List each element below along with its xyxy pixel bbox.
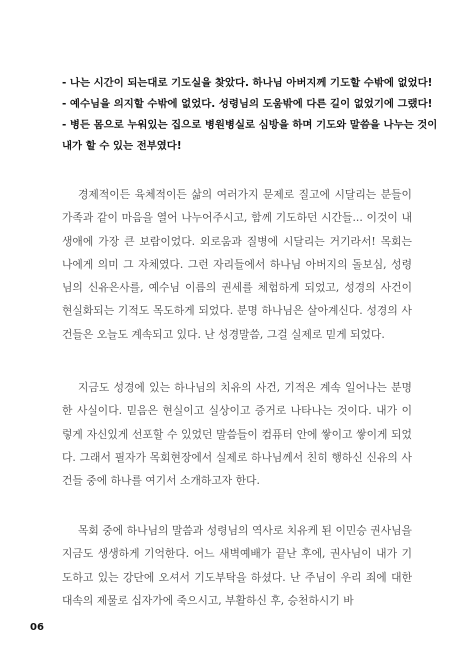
bullet-list [62, 73, 438, 157]
page-number: 06 [30, 622, 44, 633]
bullet-line: 내가 할 수 있는 전부였다! [62, 140, 182, 152]
bullet-line: - 병든 몸으로 누워있는 집으로 병원병실로 심방을 하며 기도와 말씀을 나누는 것이 [62, 119, 438, 131]
body-paragraph: 목회 중에 하나님의 말씀과 성령님의 역사로 치유케 된 이민승 권사님을 지금도 생생하게 기억한다. 어느 새벽예배가 끝난 후에, 권사님이 내가 기도하고 있는 강단에 오셔서 기도부탁을 하셨다. 난 주님이 우리 죄에 대한 대속의 제물로 십자가에 죽으시고, 부활하신 후, 승천하시기 바 [62, 524, 412, 607]
bullet-line: - 예수님을 의지할 수밖에 없었다. 성령님의 도움밖에 다른 길이 없었기에 그랬다! [62, 98, 433, 110]
body-paragraph: 지금도 성경에 있는 하나님의 치유의 사건, 기적은 계속 일어나는 분명한 사실이다. 믿음은 현실이고 실상이고 증거로 나타나는 것이다. 내가 이렇게 자신있게 선포할 수 있었던 말씀들이 컴퓨터 안에 쌓이고 쌓이게 되었다. 그래서 필자가 목회현장에서 실제로 하나님께서 친히 행하신 신유의 사건들 중에 하나를 여기서 소개하고자 한다. [62, 381, 412, 488]
body-paragraph: 경제적이든 육체적이든 삶의 여러가지 문제로 질고에 시달리는 분들이 가족과 같이 마음을 열어 나누어주시고, 함께 기도하던 시간들... 이것이 내 생애에 가장 큰 보람이었다. 외로움과 질병에 시달리는 거기라서! 목회는 나에게 의미 그 자체였다. 그런 자리들에서 하나님 아버지의 돌보심, 성령님의 신유은사를, 예수님 이름의 권세를 체험하게 되었고, 성경의 사건이 현실화되는 기적도 목도하게 되었다. 분명 하나님은 살아계신다. 성경의 사건들은 오늘도 계속되고 있다. 난 성경말씀, 그걸 실제로 믿게 되었다. [62, 188, 412, 341]
bullet-line: - 나는 시간이 되는대로 기도실을 찾았다. 하나님 아버지께 기도할 수밖에 없었다! [62, 77, 433, 89]
